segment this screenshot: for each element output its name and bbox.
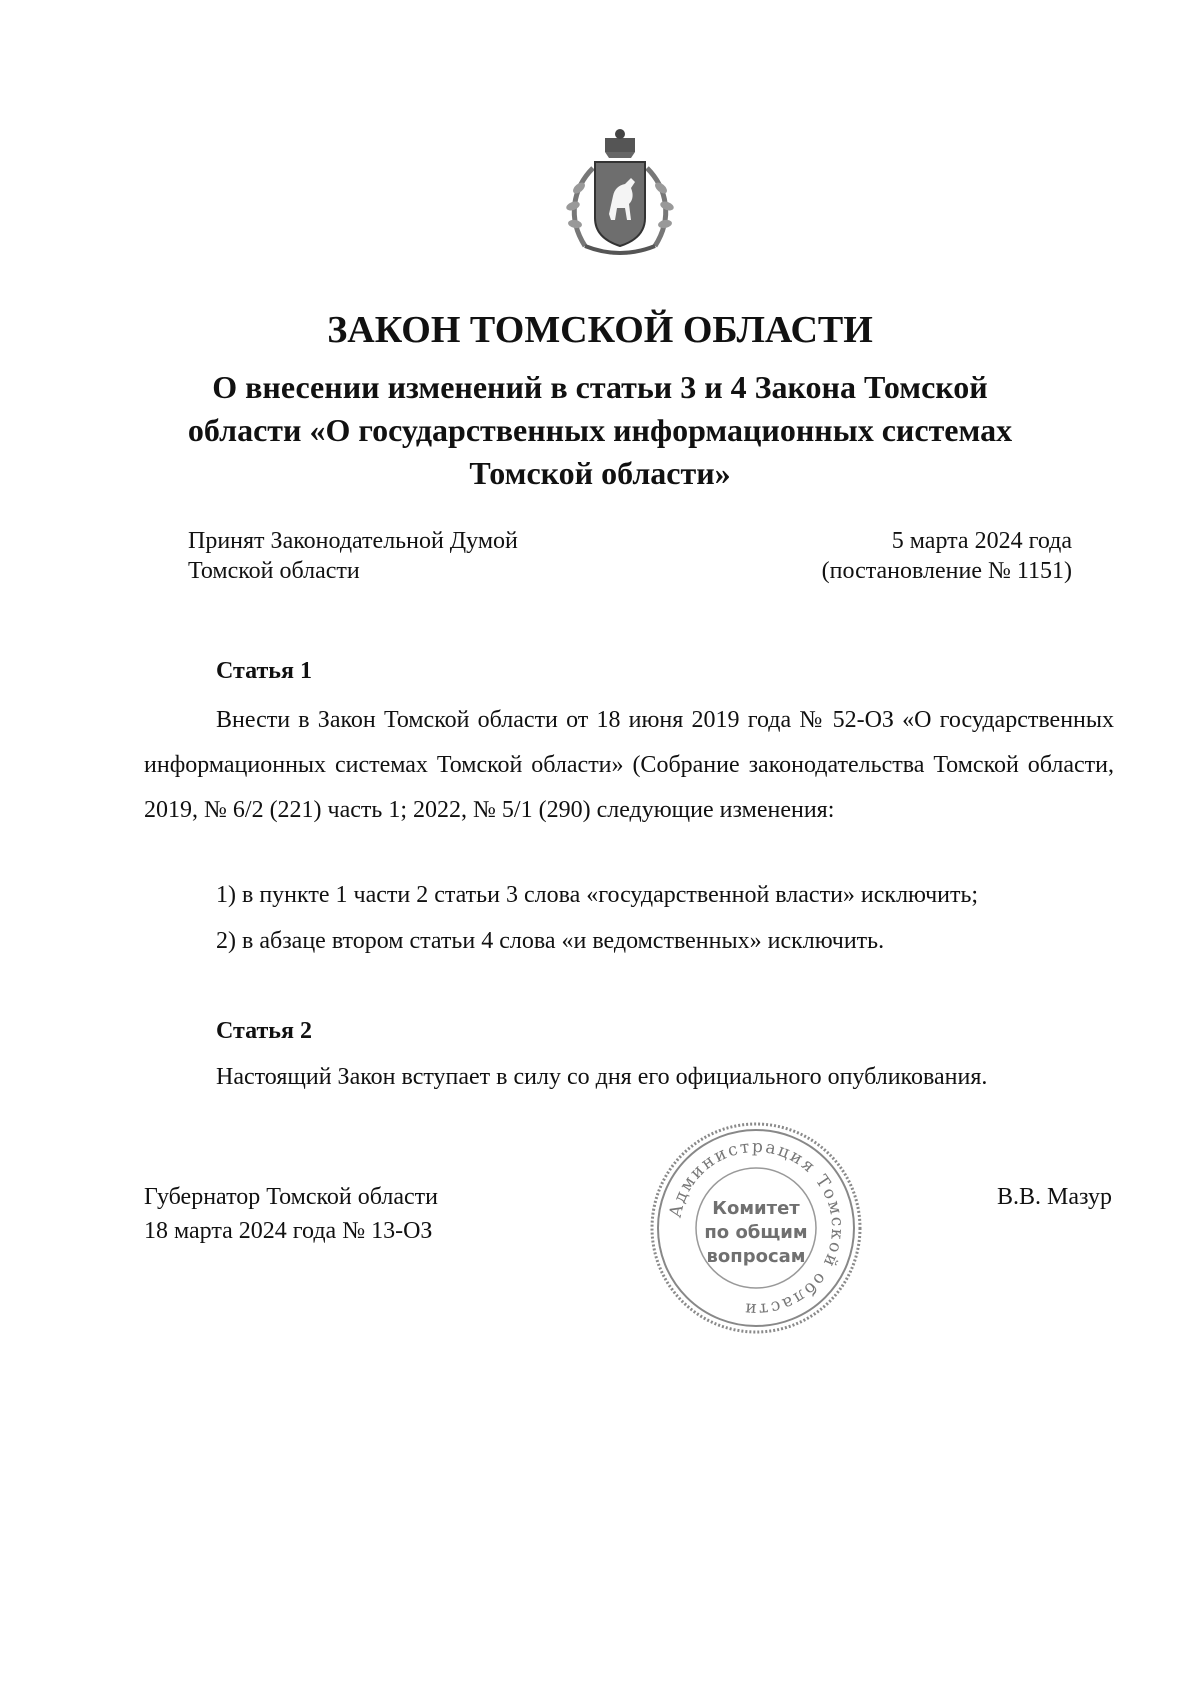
official-seal-icon xyxy=(646,1118,866,1338)
governor-title: Губернатор Томской области xyxy=(144,1184,438,1210)
article-1-heading: Статья 1 xyxy=(216,658,312,684)
subtitle-line-2: области «О государственных информационных системах xyxy=(187,412,1013,448)
seal-center-line-1: Комитет xyxy=(712,1198,800,1219)
subtitle-line-1: О внесении изменений в статьи 3 и 4 Закона Томской xyxy=(212,369,988,405)
article-1-item-2: 2) в абзаце втором статьи 4 слова «и ведомственных» исключить. xyxy=(216,928,885,954)
article-2-heading: Статья 2 xyxy=(216,1018,312,1044)
article-1-body: Внести в Закон Томской области от 18 июня 2019 года № 52-ОЗ «О государственных информационных системах Томской области» (Собрание законодательства Томской области, 2019, № 6/2 (221) часть 1; 2022, № 5/1 (290) следующие изменения: xyxy=(144,707,1114,823)
article-2-body: Настоящий Закон вступает в силу со дня его официального опубликования. xyxy=(216,1064,988,1090)
signer-name: В.В. Мазур xyxy=(997,1184,1112,1210)
seal-center-line-3: вопросам xyxy=(706,1246,806,1267)
adopted-line-1: Принят Законодательной Думой xyxy=(188,528,518,554)
adoption-date-line-2: (постановление № 1151) xyxy=(821,558,1072,584)
adopted-by xyxy=(188,526,518,586)
coat-of-arms-icon xyxy=(555,128,685,260)
subtitle-line-3: Томской области» xyxy=(469,455,731,491)
law-date-number: 18 марта 2024 года № 13-ОЗ xyxy=(144,1218,433,1244)
seal-ring-text: Администрация Томской области xyxy=(665,1136,848,1320)
adoption-date-line-1: 5 марта 2024 года xyxy=(891,528,1072,554)
document-subtitle xyxy=(120,366,1080,495)
document-title: ЗАКОН ТОМСКОЙ ОБЛАСТИ xyxy=(327,309,873,351)
adoption-date xyxy=(822,526,1072,586)
article-1-item-1: 1) в пункте 1 части 2 статьи 3 слова «государственной власти» исключить; xyxy=(216,882,979,908)
governor-block xyxy=(144,1180,438,1248)
adopted-line-2: Томской области xyxy=(188,558,360,584)
seal-center-line-2: по общим xyxy=(704,1222,808,1243)
